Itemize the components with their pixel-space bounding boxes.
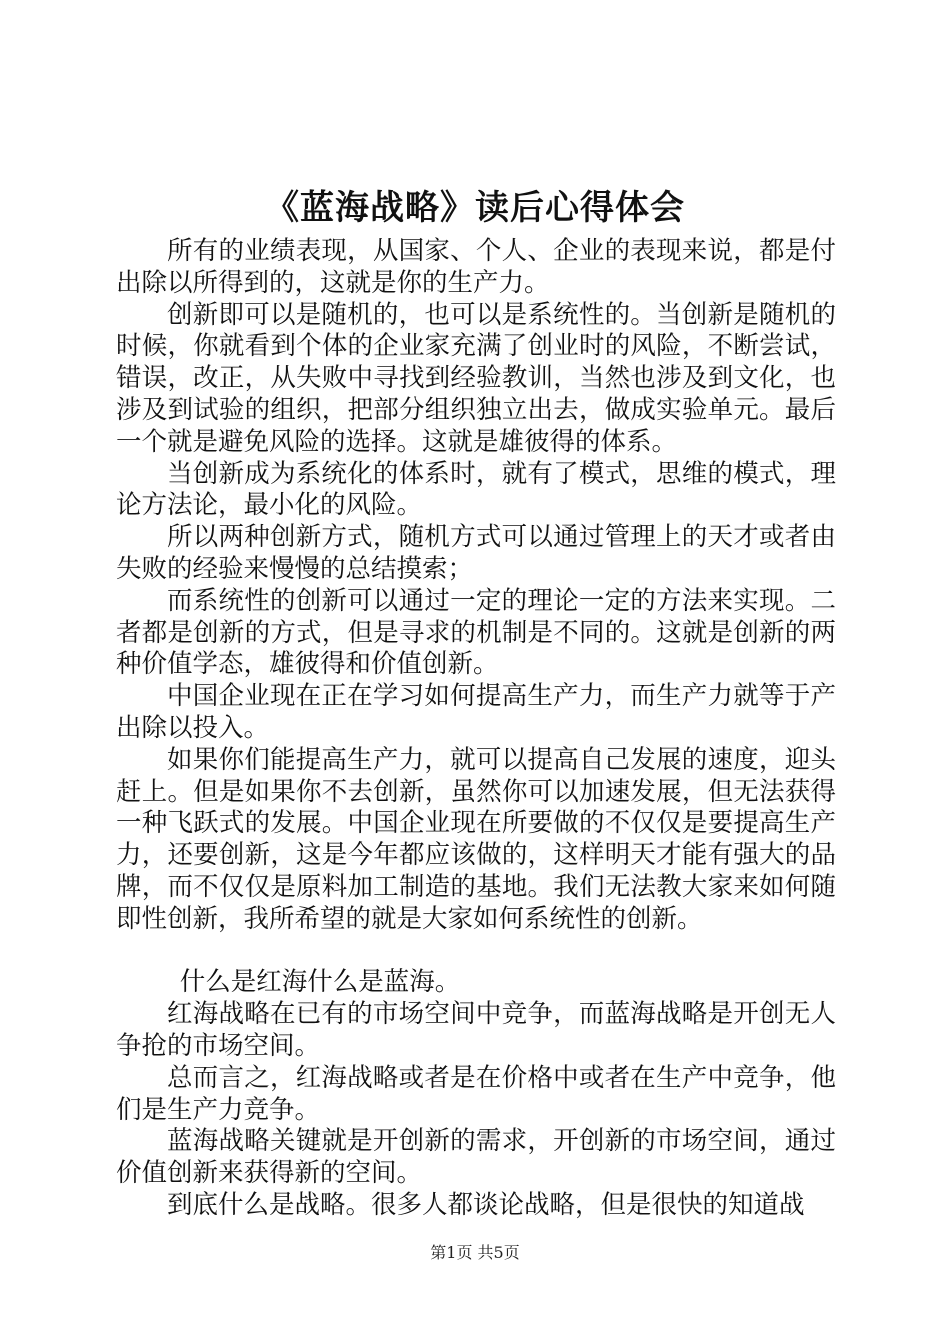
paragraph-4: 所以两种创新方式，随机方式可以通过管理上的天才或者由失败的经验来慢慢的总结摸索；	[116, 522, 836, 584]
paragraph-8: 什么是红海什么是蓝海。	[179, 967, 461, 998]
paragraph-12: 到底什么是战略。很多人都谈论战略，但是很快的知道战	[167, 1189, 805, 1220]
document-body	[116, 236, 836, 1222]
paragraph-3: 当创新成为系统化的体系时，就有了模式，思维的模式，理论方法论，最小化的风险。	[116, 458, 836, 521]
paragraph-10: 总而言之，红海战略或者是在价格中或者在生产中竞争，他们是生产力竞争。	[116, 1062, 836, 1125]
paragraph-9: 红海战略在已有的市场空间中竞争，而蓝海战略是开创无人争抢的市场空间。	[116, 999, 836, 1061]
page-number-footer: 第1页 共5页	[430, 1243, 520, 1262]
paragraph-2: 创新即可以是随机的，也可以是系统性的。当创新是随机的时候，你就看到个体的企业家充满了创业时的风险，不断尝试，错误，改正，从失败中寻找到经验教训，当然也涉及到文化，也涉及到试验的组织，把部分组织独立出去，做成实验单元。最后一个就是避免风险的选择。这就是雄彼得的体系。	[116, 299, 836, 457]
paragraph-7: 如果你们能提高生产力，就可以提高自己发展的速度，迎头赶上。但是如果你不去创新，虽然你可以加速发展，但无法获得一种飞跃式的发展。中国企业现在所要做的不仅仅是要提高生产力，还要创新，这是今年都应该做的，这样明天才能有强大的品牌，而不仅仅是原料加工制造的基地。我们无法教大家来如何随即性创新，我所希望的就是大家如何系统性的创新。	[116, 744, 836, 934]
paragraph-1: 所有的业绩表现，从国家、个人、企业的表现来说，都是付出除以所得到的，这就是你的生产力。	[116, 236, 836, 298]
page-title: 《蓝海战略》读后心得体会	[265, 188, 685, 228]
blank-line	[116, 936, 836, 968]
paragraph-5: 而系统性的创新可以通过一定的理论一定的方法来实现。二者都是创新的方式，但是寻求的机制是不同的。这就是创新的两种价值学态，雄彼得和价值创新。	[116, 585, 836, 680]
paragraph-11: 蓝海战略关键就是开创新的需求，开创新的市场空间，通过价值创新来获得新的空间。	[116, 1126, 836, 1189]
paragraph-6: 中国企业现在正在学习如何提高生产力，而生产力就等于产出除以投入。	[116, 681, 836, 743]
